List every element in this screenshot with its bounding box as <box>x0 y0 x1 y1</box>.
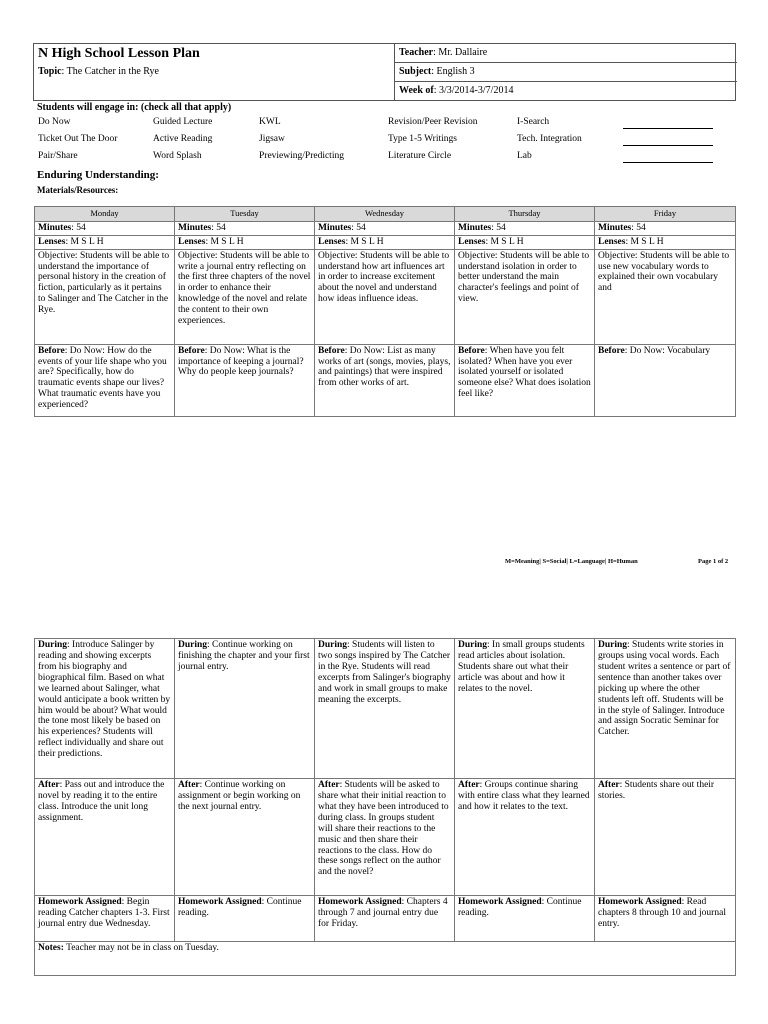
before-text: : When have you felt isolated? When have you ever isolated yourself or isolated someone else? What does isolation feel like? <box>458 345 591 400</box>
objective-cell: Objective: Students will be able to write a journal entry reflecting on the first three chapters of the novel in order to enhance their knowledge of the novel and relate the content to their own experiences. <box>175 249 315 344</box>
lenses-label: Lenses <box>178 236 206 247</box>
engagement-option: Type 1-5 Writings <box>388 134 457 144</box>
after-label: After <box>598 780 620 790</box>
topic-value: : The Catcher in the Rye <box>61 66 159 77</box>
engagement-option: I-Search <box>517 117 550 127</box>
homework-cell <box>175 896 315 942</box>
lesson-table-page-2 <box>34 638 736 976</box>
during-label: During <box>318 640 348 650</box>
engagement-option: Jigsaw <box>259 134 285 144</box>
week-value: : 3/3/2014-3/7/2014 <box>433 85 514 96</box>
minutes-row <box>35 221 736 235</box>
minutes-value: : 54 <box>211 222 226 233</box>
lenses-label: Lenses <box>318 236 346 247</box>
enduring-understanding-title: Enduring Understanding: <box>37 169 159 181</box>
engagement-option: Active Reading <box>153 134 213 144</box>
engagement-option: Guided Lecture <box>153 117 213 127</box>
before-text: : Do Now: How do the events of your life shape who you are? Specifically, how do traumatic events shape our lives? What traumatic events have you experienced? <box>38 345 167 411</box>
materials-title: Materials/Resources: <box>37 185 119 195</box>
minutes-cell <box>175 221 315 235</box>
before-row <box>35 344 736 416</box>
day-header-friday: Friday <box>595 207 736 222</box>
notes-cell <box>35 942 736 976</box>
objective-cell: Objective: Students will be able to understand isolation in order to better understand the main character's feelings and point of view. <box>455 249 595 344</box>
homework-text: : Continue reading. <box>178 897 302 918</box>
after-text: : Students share out their stories. <box>598 780 715 801</box>
lenses-cell <box>455 235 595 249</box>
days-header-row <box>35 207 736 222</box>
topic-label: Topic <box>38 66 62 77</box>
engagement-grid <box>38 117 728 168</box>
minutes-value: : 54 <box>491 222 506 233</box>
subject-line <box>395 63 737 82</box>
before-label: Before <box>38 345 65 356</box>
after-row <box>35 779 736 896</box>
lenses-value: : M S L H <box>65 236 104 247</box>
before-label: Before <box>458 345 485 356</box>
after-text: : Students will be asked to share what their initial reaction to what they have been introduced to during class. In groups student will share their reactions to the music and then share their reactions to the class. How do these songs reflect on the author and the novel? <box>318 780 449 878</box>
blank-line <box>623 128 713 129</box>
homework-row <box>35 896 736 942</box>
minutes-cell <box>595 221 736 235</box>
homework-cell <box>595 896 736 942</box>
engagement-option: Pair/Share <box>38 151 78 161</box>
before-label: Before <box>318 345 345 356</box>
minutes-cell <box>35 221 175 235</box>
objective-row <box>35 249 736 344</box>
lesson-plan-header <box>33 43 736 101</box>
subject-value: : English 3 <box>431 66 475 77</box>
engagement-option: Lab <box>517 151 532 161</box>
lenses-row <box>35 235 736 249</box>
lens-legend: M=Meaning| S=Social| L=Language| H=Human <box>505 558 638 565</box>
engagement-row <box>38 117 728 134</box>
after-cell <box>595 779 736 896</box>
during-text: : In small groups students read articles about isolation. Students share out what their article was about and how it relates to the novel. <box>458 640 585 694</box>
lenses-value: : M S L H <box>485 236 524 247</box>
notes-row <box>35 942 736 976</box>
after-cell <box>315 779 455 896</box>
during-text: : Students write stories in groups using vocal words. Each student writes a sentence or part of sentence than another takes over picking up where the other students left off. Students will be in the style of Salinger. Introduce and assign Socratic Seminar for Catcher. <box>598 640 731 738</box>
day-header-wednesday: Wednesday <box>315 207 455 222</box>
after-label: After <box>458 780 480 790</box>
after-cell <box>175 779 315 896</box>
notes-text: Teacher may not be in class on Tuesday. <box>63 943 219 953</box>
before-label: Before <box>178 345 205 356</box>
lesson-table-page-1 <box>34 206 736 417</box>
before-text: : Do Now: What is the importance of keeping a journal? Why do people keep journals? <box>178 345 304 378</box>
homework-cell <box>455 896 595 942</box>
during-label: During <box>458 640 488 650</box>
before-text: : Do Now: Vocabulary <box>624 345 711 356</box>
engagement-option: Tech. Integration <box>517 134 582 144</box>
homework-text: : Read chapters 8 through 10 and journal entry. <box>598 897 726 929</box>
engagement-row <box>38 134 728 151</box>
before-cell <box>315 344 455 416</box>
during-cell <box>595 639 736 779</box>
before-text: : Do Now: List as many works of art (songs, movies, plays, and paintings) that were inspired from other works of art. <box>318 345 451 389</box>
lenses-value: : M S L H <box>625 236 664 247</box>
page-number: Page 1 of 2 <box>698 558 729 565</box>
day-header-tuesday: Tuesday <box>175 207 315 222</box>
engagement-option: Ticket Out The Door <box>38 134 118 144</box>
notes-label: Notes: <box>38 943 64 953</box>
blank-line <box>623 162 713 163</box>
engagement-row <box>38 151 728 168</box>
teacher-label: Teacher <box>399 47 434 58</box>
homework-text: : Continue reading. <box>458 897 582 918</box>
during-text: : Students will listen to two songs inspired by The Catcher in the Rye. Students will read excerpts from Salinger's biography and work in small groups to make meaning the excerpts. <box>318 640 451 705</box>
before-cell <box>175 344 315 416</box>
lenses-label: Lenses <box>38 236 66 247</box>
before-label: Before <box>598 345 625 356</box>
homework-text: : Chapters 4 through 7 and journal entry due for Friday. <box>318 897 448 929</box>
lenses-cell <box>595 235 736 249</box>
minutes-label: Minutes <box>458 222 492 233</box>
during-label: During <box>598 640 628 650</box>
before-cell <box>595 344 736 416</box>
during-label: During <box>38 640 68 650</box>
during-cell <box>35 639 175 779</box>
minutes-cell <box>315 221 455 235</box>
minutes-cell <box>455 221 595 235</box>
minutes-label: Minutes <box>318 222 352 233</box>
during-cell <box>315 639 455 779</box>
minutes-label: Minutes <box>598 222 632 233</box>
before-cell <box>35 344 175 416</box>
lenses-label: Lenses <box>458 236 486 247</box>
homework-cell <box>315 896 455 942</box>
after-cell <box>455 779 595 896</box>
engagement-option: Revision/Peer Revision <box>388 117 478 127</box>
subject-label: Subject <box>399 66 432 77</box>
during-text: : Introduce Salinger by reading and showing excerpts from his biography and biographical film. Based on what we learned about Salinger, what would anticipate a book written by him would be about? What would the tone most likely be based on his experiences? Students will reflect individually and share out their predictions. <box>38 640 171 760</box>
week-label: Week of <box>399 85 434 96</box>
minutes-label: Minutes <box>178 222 212 233</box>
during-label: During <box>178 640 208 650</box>
engagement-option: KWL <box>259 117 281 127</box>
engagement-title: Students will engage in: (check all that apply) <box>37 102 232 113</box>
during-cell <box>175 639 315 779</box>
header-right <box>394 44 736 100</box>
objective-cell: Objective: Students will be able to understand the importance of personal history in the creation of fiction, particularly as it pertains to Salinger and The Catcher in the Rye. <box>35 249 175 344</box>
minutes-label: Minutes <box>38 222 72 233</box>
after-text: : Groups continue sharing with entire class what they learned and how it relates to the text. <box>458 780 590 812</box>
lenses-value: : M S L H <box>205 236 244 247</box>
after-label: After <box>178 780 200 790</box>
homework-cell <box>35 896 175 942</box>
header-left <box>34 44 394 100</box>
engagement-option: Previewing/Predicting <box>259 151 344 161</box>
after-label: After <box>318 780 340 790</box>
before-cell <box>455 344 595 416</box>
after-text: : Continue working on assignment or begin working on the next journal entry. <box>178 780 301 812</box>
lenses-cell <box>315 235 455 249</box>
homework-label: Homework Assigned <box>178 897 262 907</box>
objective-cell: Objective: Students will be able to use new vocabulary words to explained their own vocabulary and <box>595 249 736 344</box>
homework-label: Homework Assigned <box>318 897 402 907</box>
after-cell <box>35 779 175 896</box>
lenses-cell <box>35 235 175 249</box>
homework-label: Homework Assigned <box>38 897 122 907</box>
lenses-value: : M S L H <box>345 236 384 247</box>
day-header-monday: Monday <box>35 207 175 222</box>
minutes-value: : 54 <box>71 222 86 233</box>
during-cell <box>455 639 595 779</box>
homework-label: Homework Assigned <box>458 897 542 907</box>
minutes-value: : 54 <box>351 222 366 233</box>
week-line <box>395 82 737 101</box>
topic-line <box>38 66 159 78</box>
during-row <box>35 639 736 779</box>
teacher-value: : Mr. Dallaire <box>433 47 488 58</box>
teacher-line <box>395 44 737 63</box>
page-title: N High School Lesson Plan <box>38 46 200 61</box>
homework-label: Homework Assigned <box>598 897 682 907</box>
engagement-option: Word Splash <box>153 151 202 161</box>
during-text: : Continue working on finishing the chapter and your first journal entry. <box>178 640 310 672</box>
objective-cell: Objective: Students will be able to understand how art influences art in order to increase excitement about the novel and understand how ideas influence ideas. <box>315 249 455 344</box>
engagement-option: Do Now <box>38 117 71 127</box>
minutes-value: : 54 <box>631 222 646 233</box>
blank-line <box>623 145 713 146</box>
day-header-thursday: Thursday <box>455 207 595 222</box>
after-text: : Pass out and introduce the novel by reading it to the entire class. Introduce the unit long assignment. <box>38 780 165 823</box>
lenses-cell <box>175 235 315 249</box>
lenses-label: Lenses <box>598 236 626 247</box>
homework-text: : Begin reading Catcher chapters 1-3. First journal entry due Wednesday. <box>38 897 170 929</box>
engagement-option: Literature Circle <box>388 151 452 161</box>
after-label: After <box>38 780 60 790</box>
